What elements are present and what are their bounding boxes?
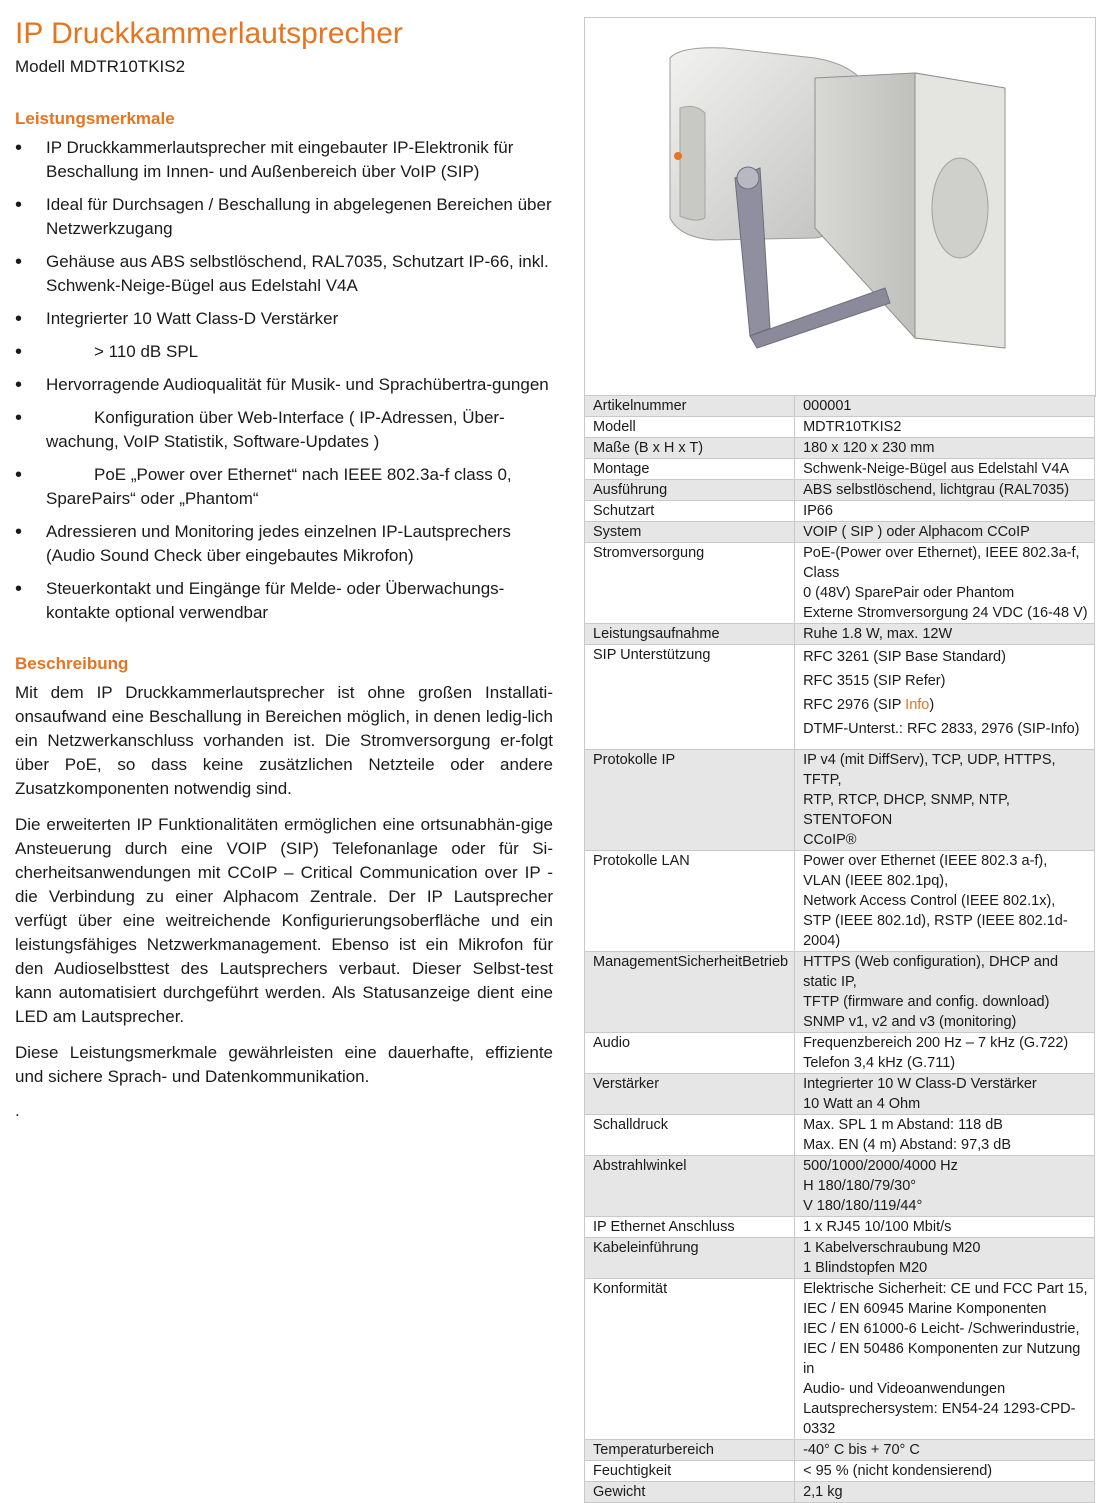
table-row <box>585 501 1095 522</box>
list-item: • Integrierter 10 Watt Class-D Verstärker <box>15 307 553 331</box>
spec-value: Elektrische Sicherheit: CE und FCC Part 15, IEC / EN 60945 Marine Komponenten IEC / EN 61000-6 Leicht- /Schwerindustrie, IEC / EN 50486 Komponenten zur Nutzung in Audio- und Videoanwendungen Lautsprechersystem: EN54-24 1293-CPD-0332 <box>795 1279 1095 1440</box>
table-row <box>585 1440 1095 1461</box>
description-paragraph: Die erweiterten IP Funktionalitäten ermöglichen eine ortsunabhän-gige Ansteuerung durch eine VOIP (SIP) Telefonanlage oder für Si-cherheitsanwendungen mit CCoIP – Critical Communication over IP - die Verbindung zu einer Alphacom Zentrale. Der IP Lautsprecher verfügt über eine weitreichende Konfigurierungsoberfläche und ein leistungsfähiges Netzwerkmanagement. Ebenso ist ein Mikrofon für den Audioselbsttest des Lautsprechers verbaut. Dieser Selbst-test kann automatisiert durchgeführt werden. Als Statusanzeige dient eine LED am Lautsprecher. <box>15 815 553 1026</box>
spec-key: Maße (B x H x T) <box>585 438 795 459</box>
description-body <box>15 681 553 1089</box>
spec-key: Audio <box>585 1033 795 1074</box>
spec-value: ABS selbstlöschend, lichtgrau (RAL7035) <box>795 480 1095 501</box>
table-row <box>585 459 1095 480</box>
list-item: • Ideal für Durchsagen / Beschallung in abgelegenen Bereichen über Netzwerkzugang <box>15 193 553 241</box>
spec-key: Schutzart <box>585 501 795 522</box>
spec-key: Gewicht <box>585 1482 795 1503</box>
spec-key: Ausführung <box>585 480 795 501</box>
spec-key: Protokolle LAN <box>585 851 795 952</box>
table-row <box>585 624 1095 645</box>
description-heading: Beschreibung <box>15 654 129 673</box>
spec-key: Leistungsaufnahme <box>585 624 795 645</box>
spec-value: IP66 <box>795 501 1095 522</box>
list-item: • Gehäuse aus ABS selbstlöschend, RAL7035, Schutzart IP-66, inkl. Schwenk-Neige-Bügel aus Edelstahl V4A <box>15 250 553 298</box>
description-paragraph: Mit dem IP Druckkammerlautsprecher ist ohne großen Installati-onsaufwand eine Beschallung in Bereichen möglich, in denen ledig-lich ein Netzwerkanschluss vorhanden ist. Die Stromversorgung er-folgt über PoE, so dass keine zusätzlichen Netzteile oder andere Zusatzkomponenten notwendig sind. <box>15 683 553 798</box>
spec-key: Schalldruck <box>585 1115 795 1156</box>
page-subtitle: Modell MDTR10TKIS2 <box>15 57 186 76</box>
spec-value: Schwenk-Neige-Bügel aus Edelstahl V4A <box>795 459 1095 480</box>
table-row <box>585 417 1095 438</box>
table-row <box>585 480 1095 501</box>
spec-value: MDTR10TKIS2 <box>795 417 1095 438</box>
spec-key: Montage <box>585 459 795 480</box>
spec-key: Feuchtigkeit <box>585 1461 795 1482</box>
spec-value: -40° C bis + 70° C <box>795 1440 1095 1461</box>
spec-key: Artikelnummer <box>585 396 795 417</box>
list-item: • Konfiguration über Web-Interface ( IP-Adressen, Über-wachung, VoIP Statistik, Software-Updates ) <box>15 406 553 454</box>
spec-value: Integrierter 10 W Class-D Verstärker 10 Watt an 4 Ohm <box>795 1074 1095 1115</box>
table-row <box>585 1115 1095 1156</box>
spec-key: Modell <box>585 417 795 438</box>
table-row <box>585 952 1095 1033</box>
spec-value: PoE-(Power over Ethernet), IEEE 802.3a-f, Class 0 (48V) SparePair oder Phantom Externe Stromversorgung 24 VDC (16-48 V) <box>795 543 1095 624</box>
list-item: • Adressieren und Monitoring jedes einzelnen IP-Lautsprechers (Audio Sound Check über eingebautes Mikrofon) <box>15 520 553 568</box>
spec-table <box>584 395 1095 1503</box>
table-row <box>585 1156 1095 1217</box>
spec-value: Ruhe 1.8 W, max. 12W <box>795 624 1095 645</box>
spec-key: Stromversorgung <box>585 543 795 624</box>
table-row <box>585 1482 1095 1503</box>
spec-value: VOIP ( SIP ) oder Alphacom CCoIP <box>795 522 1095 543</box>
spec-key: Temperaturbereich <box>585 1440 795 1461</box>
horn-speaker-image <box>585 18 1095 396</box>
list-item: • > 110 dB SPL <box>15 340 553 364</box>
spec-key: ManagementSicherheitBetrieb <box>585 952 795 1033</box>
spec-key: Konformität <box>585 1279 795 1440</box>
spec-key: Kabeleinführung <box>585 1238 795 1279</box>
spec-value: 1 x RJ45 10/100 Mbit/s <box>795 1217 1095 1238</box>
table-row <box>585 543 1095 624</box>
table-row <box>585 396 1095 417</box>
features-list <box>15 136 553 625</box>
spec-key: SIP Unterstützung <box>585 645 795 750</box>
table-row <box>585 750 1095 851</box>
spec-value: HTTPS (Web configuration), DHCP and static IP, TFTP (firmware and config. download) SNMP v1, v2 and v3 (monitoring) <box>795 952 1095 1033</box>
spec-value: 2,1 kg <box>795 1482 1095 1503</box>
spec-key: Protokolle IP <box>585 750 795 851</box>
spec-value: 1 Kabelverschraubung M20 1 Blindstopfen M20 <box>795 1238 1095 1279</box>
product-photo <box>584 17 1096 397</box>
table-row <box>585 1238 1095 1279</box>
spec-value: 500/1000/2000/4000 Hz H 180/180/79/30° V 180/180/119/44° <box>795 1156 1095 1217</box>
spec-value: < 95 % (nicht kondensierend) <box>795 1461 1095 1482</box>
list-item: • IP Druckkammerlautsprecher mit eingebauter IP-Elektronik für Beschallung im Innen- und Außenbereich über VoIP (SIP) <box>15 136 553 184</box>
table-row <box>585 1217 1095 1238</box>
description-paragraph: Diese Leistungsmerkmale gewährleisten eine dauerhafte, effiziente und sichere Sprach- und Datenkommunikation. <box>15 1043 553 1086</box>
spec-key: IP Ethernet Anschluss <box>585 1217 795 1238</box>
table-row <box>585 645 1095 750</box>
table-row <box>585 851 1095 952</box>
left-column <box>15 14 553 1121</box>
spec-value: 180 x 120 x 230 mm <box>795 438 1095 459</box>
spec-value: RFC 3261 (SIP Base Standard) RFC 3515 (SIP Refer) RFC 2976 (SIP Info) DTMF-Unterst.: RFC 2833, 2976 (SIP-Info) <box>795 645 1095 750</box>
spec-key: System <box>585 522 795 543</box>
page-title: IP Druckkammerlautsprecher <box>15 17 403 50</box>
table-row <box>585 438 1095 459</box>
spec-value: Max. SPL 1 m Abstand: 118 dB Max. EN (4 m) Abstand: 97,3 dB <box>795 1115 1095 1156</box>
trailing-dot: . <box>15 1101 20 1120</box>
spec-value: IP v4 (mit DiffServ), TCP, UDP, HTTPS, TFTP, RTP, RTCP, DHCP, SNMP, NTP, STENTOFON CCoIP® <box>795 750 1095 851</box>
list-item: • PoE „Power over Ethernet“ nach IEEE 802.3a-f class 0, SparePairs“ oder „Phantom“ <box>15 463 553 511</box>
table-row <box>585 1279 1095 1440</box>
spec-value: Frequenzbereich 200 Hz – 7 kHz (G.722) Telefon 3,4 kHz (G.711) <box>795 1033 1095 1074</box>
spec-value: Power over Ethernet (IEEE 802.3 a-f), VLAN (IEEE 802.1pq), Network Access Control (IEEE 802.1x), STP (IEEE 802.1d), RSTP (IEEE 802.1d-2004) <box>795 851 1095 952</box>
features-heading: Leistungsmerkmale <box>15 109 175 128</box>
table-row <box>585 1074 1095 1115</box>
spec-key: Verstärker <box>585 1074 795 1115</box>
spec-key: Abstrahlwinkel <box>585 1156 795 1217</box>
list-item: • Steuerkontakt und Eingänge für Melde- oder Überwachungs-kontakte optional verwendbar <box>15 577 553 625</box>
table-row <box>585 1461 1095 1482</box>
table-row <box>585 1033 1095 1074</box>
spec-value: 000001 <box>795 396 1095 417</box>
list-item: • Hervorragende Audioqualität für Musik- und Sprachübertra-gungen <box>15 373 553 397</box>
table-row <box>585 522 1095 543</box>
